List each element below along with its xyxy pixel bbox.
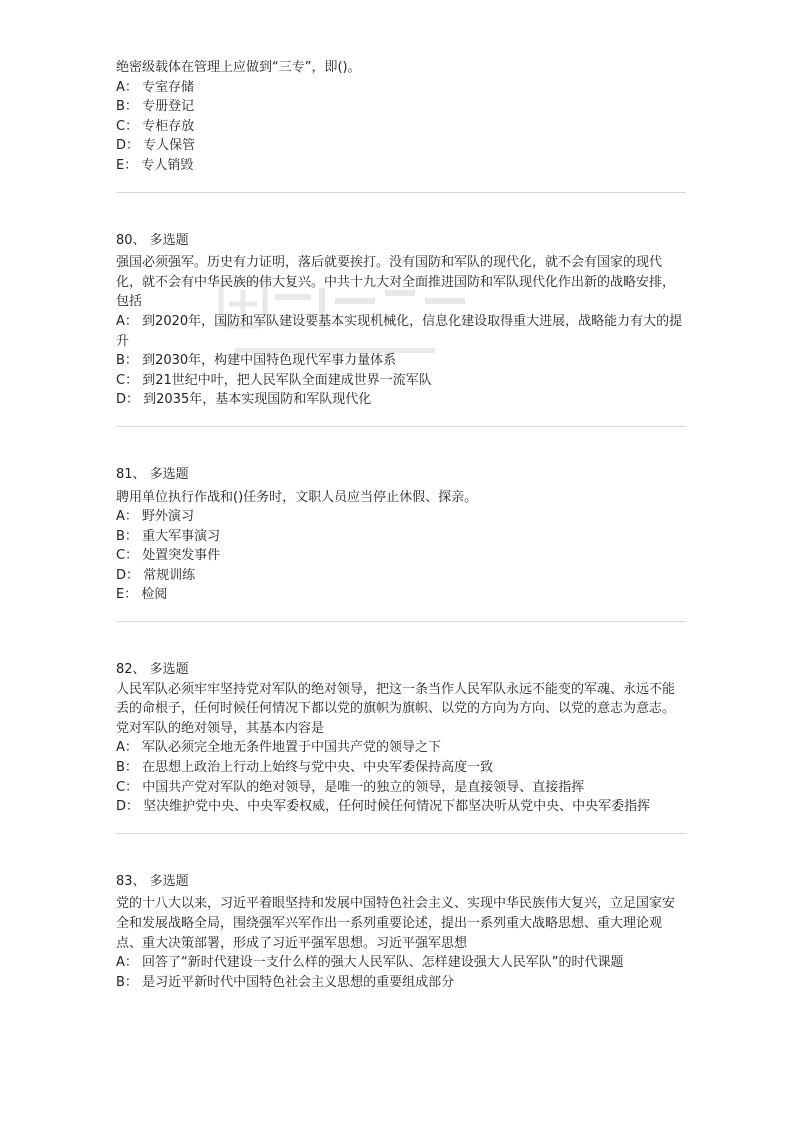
option-d	[116, 797, 686, 817]
option-b	[116, 758, 686, 778]
option-text: 回答了“新时代建设一支什么样的强大人民军队、怎样建设强大人民军队”的时代课题	[142, 955, 624, 971]
option-text: 中国共产党对军队的绝对领导，是唯一的独立的领导，是直接领导、直接指挥	[142, 779, 585, 795]
question-79-block	[116, 58, 686, 176]
option-text: 专人销毁	[141, 157, 194, 173]
option-text: 坚决维护党中央、中央军委权威，任何时候任何情况下都坚决听从党中央、中央军委指挥	[143, 799, 651, 815]
option-b	[116, 973, 686, 993]
option-text: 在思想上政治上行动上始终与党中央、中央军委保持高度一致	[142, 760, 494, 776]
option-d	[116, 390, 686, 410]
option-key: B：	[116, 528, 138, 544]
question-page	[116, 58, 686, 992]
option-key: C：	[116, 779, 139, 795]
option-a	[116, 312, 686, 351]
option-key: B：	[116, 760, 138, 776]
option-key: D：	[116, 138, 140, 154]
option-key: B：	[116, 974, 138, 990]
option-text: 到2035年，基本实现国防和军队现代化	[143, 392, 372, 408]
option-a	[116, 953, 686, 973]
option-key: C：	[116, 548, 139, 564]
question-80-block	[116, 231, 686, 410]
option-text: 专室存储	[142, 79, 195, 95]
option-key: D：	[116, 799, 140, 815]
option-key: A：	[116, 740, 138, 756]
question-stem: 聘用单位执行作战和()任务时，文职人员应当停止休假、探亲。	[116, 489, 478, 505]
option-a	[116, 738, 686, 758]
option-b	[116, 351, 686, 371]
question-stem: 党的十八大以来，习近平着眼坚持和发展中国特色社会主义、实现中华民族伟大复兴，立足国家安全和发展战略全局，围绕强军兴军作出一系列重要论述，提出一系列重大战略思想、重大理论观点、重大决策部署，形成了习近平强军思想。习近平强军思想	[116, 896, 676, 951]
option-text: 重大军事演习	[142, 528, 221, 544]
option-e	[116, 156, 686, 176]
option-b	[116, 97, 686, 117]
option-key: C：	[116, 372, 139, 388]
divider	[116, 426, 686, 427]
option-text: 野外演习	[142, 509, 195, 525]
question-83-block	[116, 872, 686, 993]
question-stem: 强国必须强军。历史有力证明，落后就要挨打。没有国防和军队的现代化，就不会有国家的现代化，就不会有中华民族的伟大复兴。中共十九大对全面推进国防和军队现代化作出新的战略安排，包括	[116, 255, 676, 310]
option-key: A：	[116, 313, 138, 329]
option-key: A：	[116, 79, 138, 95]
divider	[116, 192, 686, 193]
option-text: 常规训练	[143, 567, 196, 583]
option-text: 到21世纪中叶，把人民军队全面建成世界一流军队	[142, 372, 432, 388]
option-text: 专册登记	[142, 99, 195, 115]
option-a	[116, 507, 686, 527]
option-a	[116, 78, 686, 98]
option-c	[116, 117, 686, 137]
option-key: A：	[116, 509, 138, 525]
divider	[116, 833, 686, 834]
question-stem: 绝密级载体在管理上应做到“三专”，即()。	[116, 60, 361, 75]
option-key: C：	[116, 118, 139, 134]
question-stem: 人民军队必须牢牢坚持党对军队的绝对领导，把这一条当作人民军队永远不能变的军魂、永远不能丢的命根子，任何时候任何情况下都以党的旗帜为旗帜、以党的方向为方向、以党的意志为意志。党对军队的绝对领导，其基本内容是	[116, 681, 676, 736]
option-key: E：	[116, 157, 138, 173]
option-key: B：	[116, 353, 138, 369]
question-header: 82、 多选题	[116, 662, 189, 678]
option-text: 专柜存放	[142, 118, 195, 134]
option-text: 到2020年，国防和军队建设要基本实现机械化，信息化建设取得重大进展，战略能力有大的提升	[116, 313, 683, 349]
option-d	[116, 566, 686, 586]
divider	[116, 621, 686, 622]
option-text: 专人保管	[143, 138, 196, 154]
option-text: 是习近平新时代中国特色社会主义思想的重要组成部分	[142, 974, 455, 990]
option-key: D：	[116, 392, 140, 408]
question-header: 83、 多选题	[116, 873, 189, 889]
question-header: 81、 多选题	[116, 466, 189, 482]
option-text: 到2030年，构建中国特色现代军事力量体系	[142, 353, 397, 369]
option-text: 处置突发事件	[142, 548, 221, 564]
question-82-block	[116, 660, 686, 817]
option-e	[116, 585, 686, 605]
option-key: B：	[116, 99, 138, 115]
option-text: 检阅	[141, 587, 168, 603]
question-header: 80、 多选题	[116, 232, 189, 248]
question-81-block	[116, 465, 686, 605]
option-c	[116, 371, 686, 391]
option-key: A：	[116, 955, 138, 971]
option-text: 军队必须完全地无条件地置于中国共产党的领导之下	[142, 740, 442, 756]
option-key: D：	[116, 567, 140, 583]
option-c	[116, 778, 686, 798]
option-b	[116, 527, 686, 547]
option-c	[116, 546, 686, 566]
option-key: E：	[116, 587, 138, 603]
option-d	[116, 136, 686, 156]
